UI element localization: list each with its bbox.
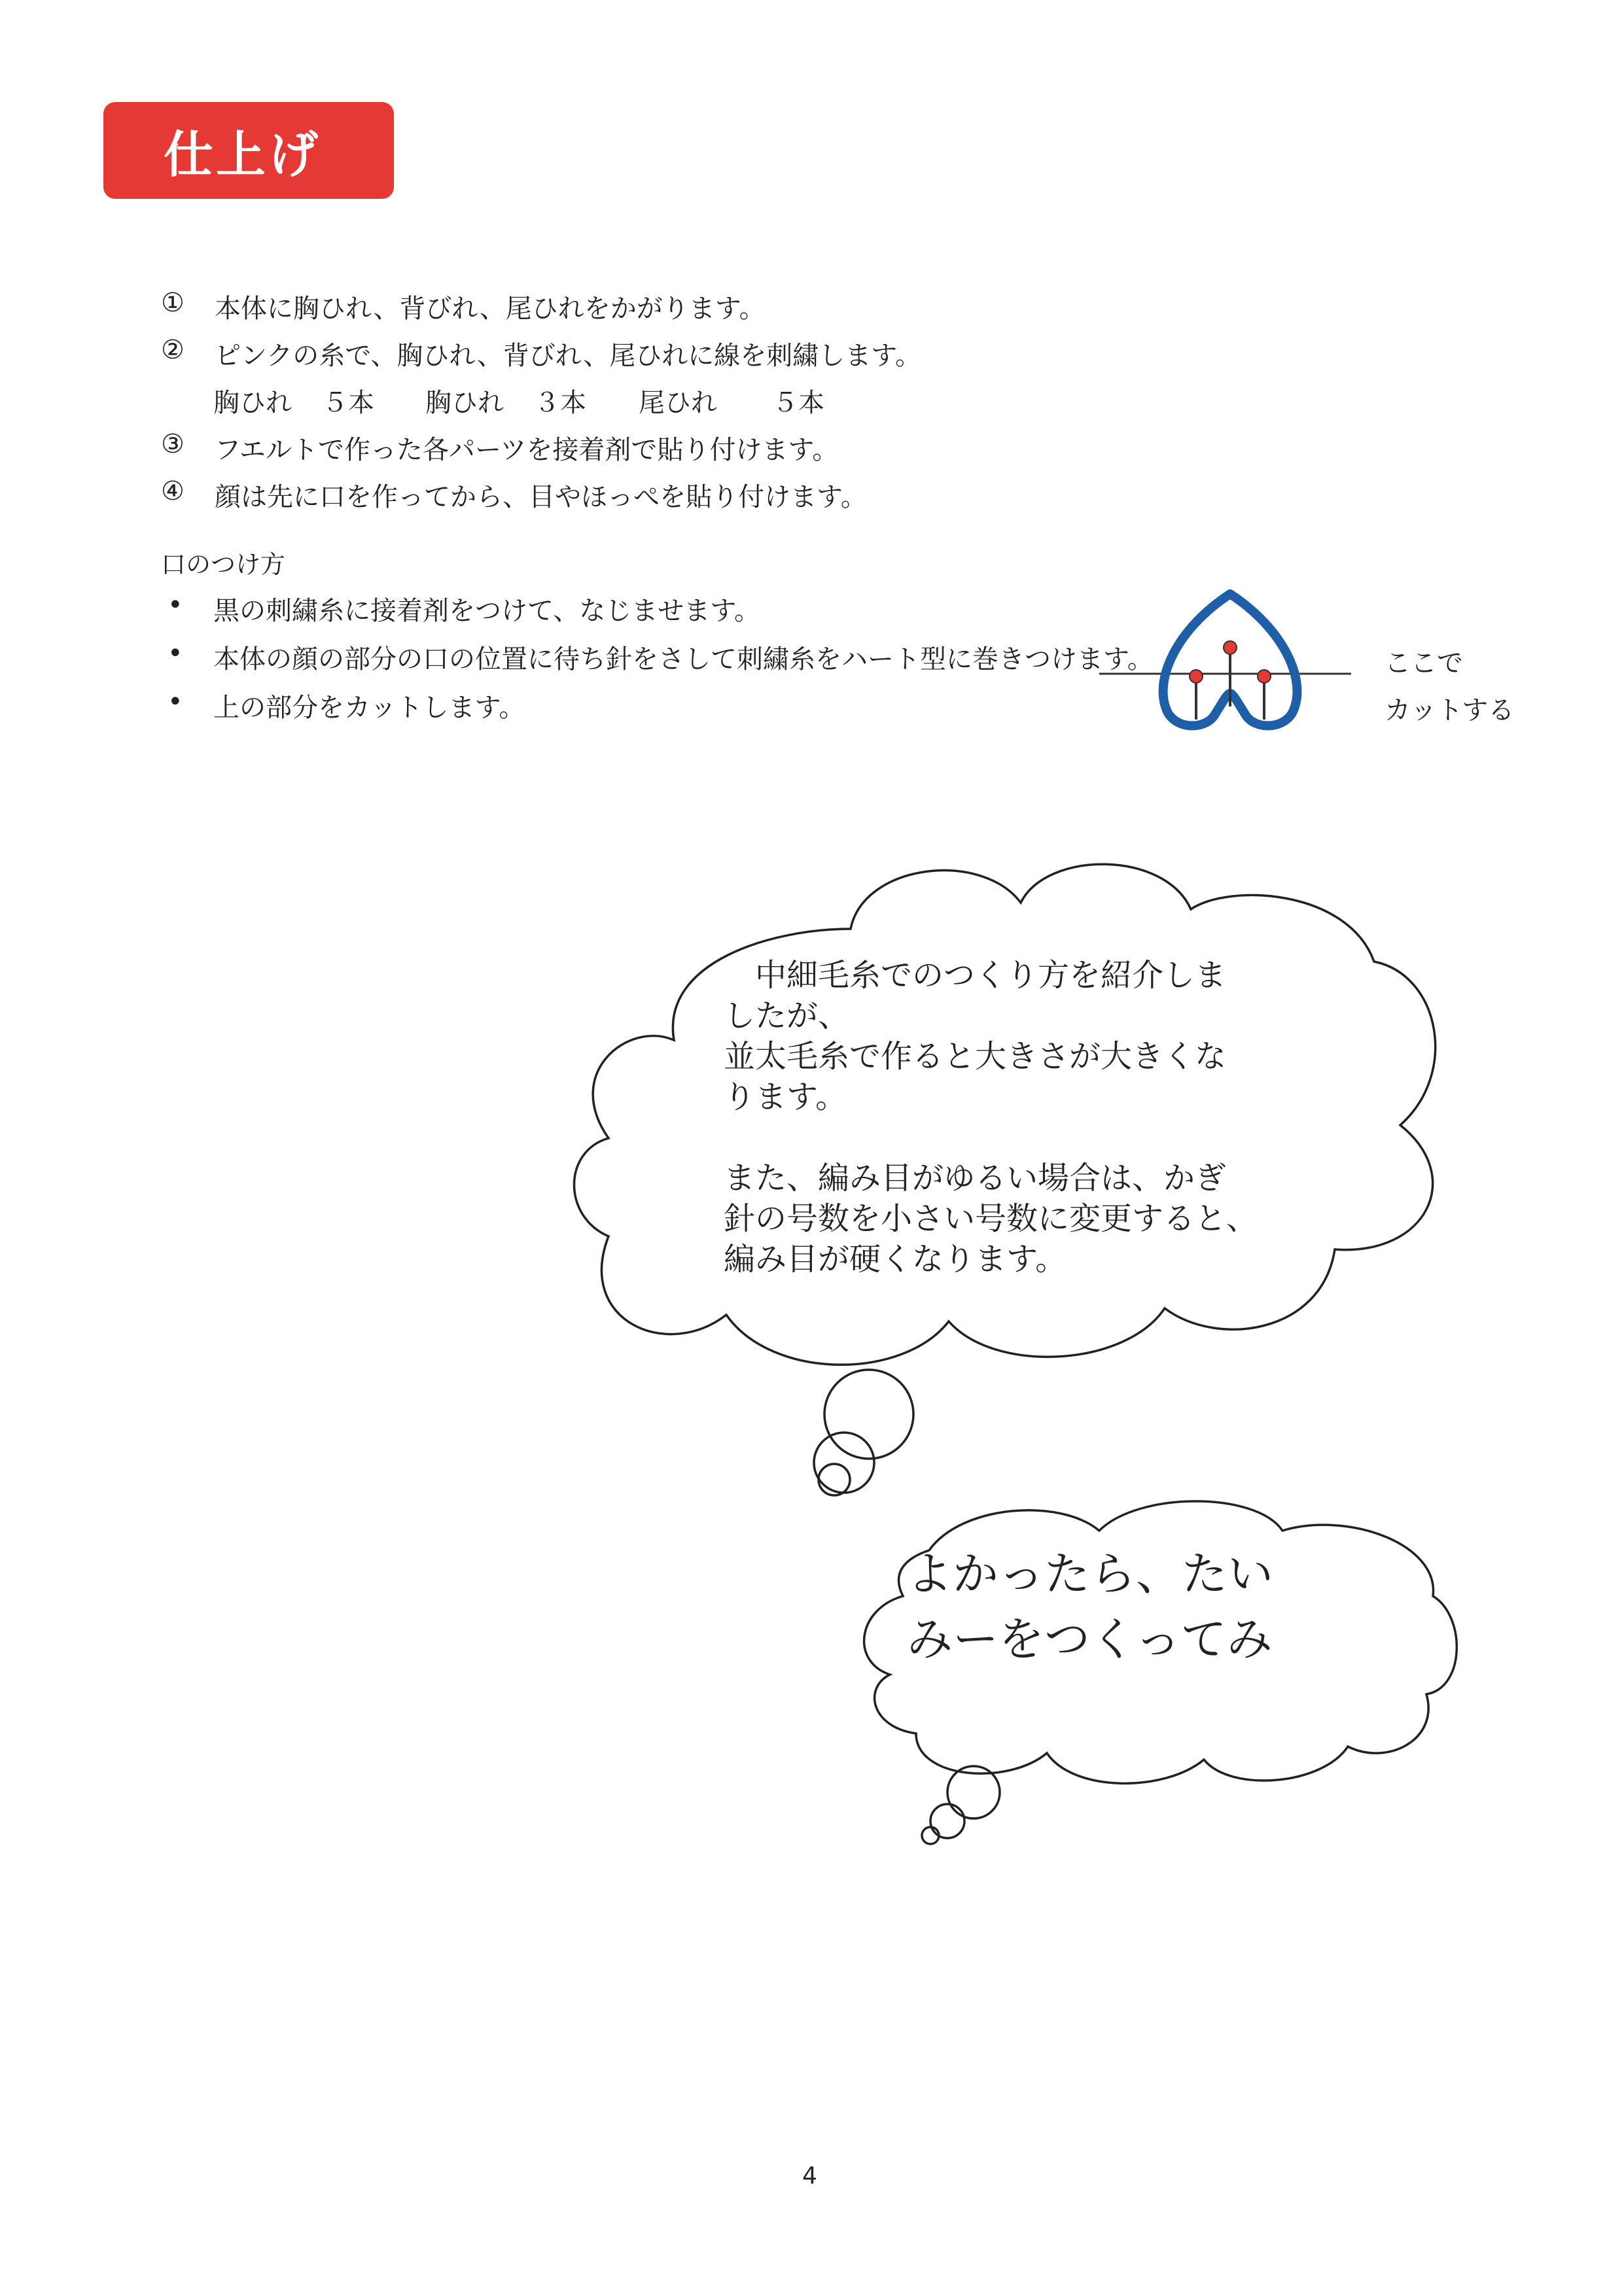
- step-text: ピンクの糸で、胸ひれ、背びれ、尾ひれに線を刺繍します。: [215, 341, 921, 371]
- cloud-text-line: したが、: [724, 998, 850, 1034]
- fin-count-1: ５本: [322, 388, 374, 418]
- cloud-text-line: 編み目が硬くなります。: [724, 1241, 1067, 1278]
- section-title: 仕上げ: [103, 102, 394, 199]
- cloud-text-line: 針の号数を小さい号数に変更すると、: [724, 1200, 1258, 1237]
- pin-head-icon: [1190, 670, 1203, 683]
- cloud-text-line: 中細毛糸でのつくり方を紹介しま: [724, 957, 1227, 994]
- cloud-text-line: 並太毛糸で作ると大きさが大きくな: [724, 1038, 1227, 1075]
- step-number: ②: [161, 335, 185, 365]
- fin-count-2: ３本: [534, 388, 586, 418]
- cut-label-line-1: ここで: [1385, 648, 1463, 678]
- cloud-text-line: ります。: [724, 1079, 847, 1115]
- fin-part-3: 尾ひれ: [639, 388, 717, 418]
- heart-mouth-diagram: [1099, 594, 1351, 725]
- step-text: フエルトで作った各パーツを接着剤で貼り付けます。: [215, 435, 839, 465]
- step-number: ③: [161, 429, 185, 459]
- step-text: 顔は先に口を作ってから、目やほっぺを貼り付けます。: [215, 482, 867, 512]
- bullet-dot: •: [168, 590, 183, 620]
- pin-head-icon: [1258, 670, 1271, 683]
- step-number: ④: [161, 476, 185, 506]
- step-number: ①: [161, 288, 185, 318]
- step-text: 本体に胸ひれ、背びれ、尾ひれをかがります。: [215, 294, 766, 324]
- bullet-text: 黒の刺繍糸に接着剤をつけて、なじませます。: [213, 596, 760, 626]
- fin-part-2: 胸ひれ: [425, 388, 504, 418]
- fin-count-3: ５本: [772, 388, 824, 418]
- cloud-small-text-line: よかったら、たい: [907, 1547, 1273, 1601]
- cloud-text-line: また、編み目がゆるい場合は、かぎ: [724, 1160, 1227, 1196]
- bullet-text: 本体の顔の部分の口の位置に待ち針をさして刺繍糸をハート型に巻きつけます。: [213, 644, 1154, 674]
- pin-head-icon: [1224, 641, 1237, 654]
- bullet-dot: •: [168, 638, 183, 669]
- mouth-heading: 口のつけ方: [161, 550, 286, 579]
- page-number: 4: [802, 2163, 817, 2189]
- bullet-text: 上の部分をカットします。: [213, 693, 525, 723]
- bullet-dot: •: [168, 687, 183, 717]
- cut-label-line-2: カットする: [1385, 695, 1515, 725]
- fin-part-1: 胸ひれ: [213, 388, 292, 418]
- cloud-small-text-line: みーをつくってみ: [907, 1612, 1273, 1666]
